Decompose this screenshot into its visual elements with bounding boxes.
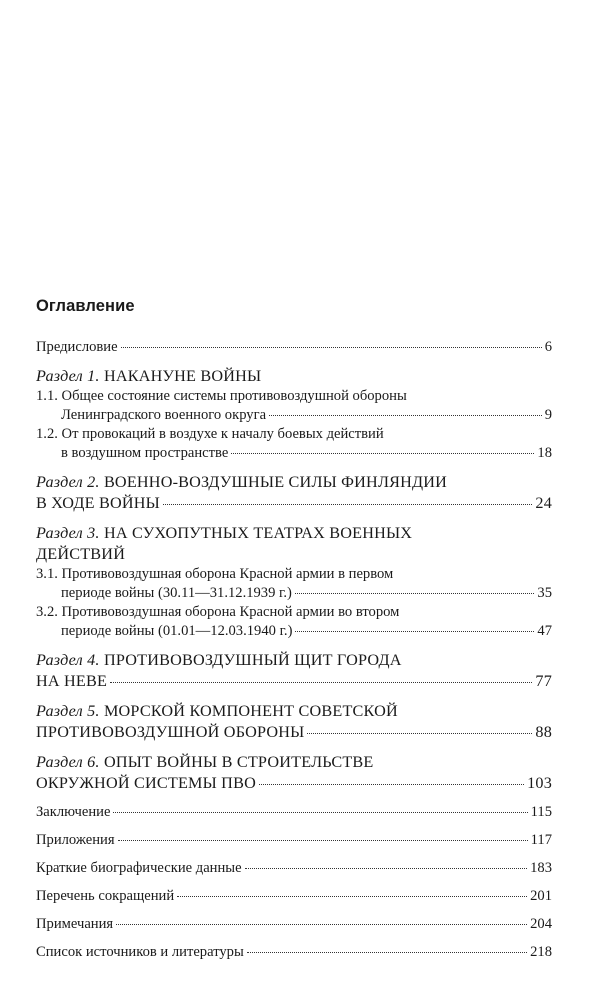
- dot-leader: [247, 952, 527, 953]
- toc-section-6-title[interactable]: [36, 752, 552, 773]
- toc-entry-notes[interactable]: [36, 915, 552, 934]
- toc-entry-biographies[interactable]: [36, 859, 552, 878]
- toc-entry-sources[interactable]: [36, 943, 552, 962]
- toc-section-5-title[interactable]: [36, 701, 552, 722]
- toc-section-4-title[interactable]: [36, 650, 552, 671]
- section-title: НАКАНУНЕ ВОЙНЫ: [103, 367, 262, 385]
- section-title: ДЕЙСТВИЙ: [36, 545, 126, 563]
- dot-leader: [121, 347, 542, 348]
- toc-entry-label: периоде войны (01.01—12.03.1940 г.): [61, 623, 293, 639]
- toc-entry-label: 1.2. От провокаций в воздухе к началу боевых действий: [36, 426, 384, 442]
- toc-section-3-title[interactable]: [36, 523, 552, 544]
- toc-entry-label: Краткие биографические данные: [36, 860, 242, 876]
- dot-leader: [295, 593, 535, 594]
- table-of-contents: [36, 338, 552, 962]
- toc-section-4-title-cont[interactable]: [36, 671, 552, 692]
- toc-heading: Оглавление: [36, 297, 135, 315]
- toc-entry-preface[interactable]: [36, 338, 552, 357]
- dot-leader: [110, 682, 532, 683]
- toc-entry-1-2-cont[interactable]: [36, 444, 552, 463]
- toc-entry-label: периоде войны (30.11—31.12.1939 г.): [61, 585, 292, 601]
- toc-section-6-title-cont[interactable]: [36, 773, 552, 794]
- toc-page-number: 204: [530, 916, 552, 932]
- toc-entry-label: Примечания: [36, 916, 114, 932]
- toc-page-number: 103: [527, 774, 552, 792]
- toc-page-number: 6: [544, 339, 552, 355]
- toc-page-number: 88: [535, 723, 552, 741]
- dot-leader: [295, 631, 534, 632]
- toc-section-2-title-cont[interactable]: [36, 493, 552, 514]
- dot-leader: [307, 733, 532, 734]
- section-title: ОПЫТ ВОЙНЫ В СТРОИТЕЛЬСТВЕ: [103, 753, 374, 771]
- toc-section-3-title-cont[interactable]: [36, 544, 552, 565]
- section-title: НА НЕВЕ: [36, 672, 108, 690]
- section-prefix: Раздел 6.: [36, 753, 100, 771]
- toc-entry-appendices[interactable]: [36, 831, 552, 850]
- dot-leader: [177, 896, 527, 897]
- toc-page-number: 18: [537, 445, 552, 461]
- section-title: В ХОДЕ ВОЙНЫ: [36, 494, 160, 512]
- toc-page-number: 47: [537, 623, 552, 639]
- toc-entry-3-1-cont[interactable]: [36, 584, 552, 603]
- toc-entry-label: Перечень сокращений: [36, 888, 175, 904]
- toc-entry-label: в воздушном пространстве: [61, 445, 229, 461]
- toc-entry-label: Ленинградского военного округа: [61, 407, 267, 423]
- toc-entry-3-2[interactable]: [36, 603, 552, 622]
- section-title: ОКРУЖНОЙ СИСТЕМЫ ПВО: [36, 774, 256, 792]
- toc-entry-3-1[interactable]: [36, 565, 552, 584]
- toc-entry-abbreviations[interactable]: [36, 887, 552, 906]
- toc-section-5-title-cont[interactable]: [36, 722, 552, 743]
- toc-section-1-title[interactable]: [36, 366, 552, 387]
- section-title: МОРСКОЙ КОМПОНЕНТ СОВЕТСКОЙ: [103, 702, 398, 720]
- dot-leader: [269, 415, 542, 416]
- toc-page-number: 115: [530, 804, 552, 820]
- toc-page-number: 9: [544, 407, 552, 423]
- section-prefix: Раздел 2.: [36, 473, 100, 491]
- dot-leader: [259, 784, 524, 785]
- dot-leader: [231, 453, 534, 454]
- toc-page-number: 117: [530, 832, 552, 848]
- section-prefix: Раздел 5.: [36, 702, 100, 720]
- toc-entry-1-2[interactable]: [36, 425, 552, 444]
- toc-entry-label: Предисловие: [36, 339, 118, 355]
- section-title: ВОЕННО-ВОЗДУШНЫЕ СИЛЫ ФИНЛЯНДИИ: [103, 473, 448, 491]
- section-title: ПРОТИВОВОЗДУШНЫЙ ЩИТ ГОРОДА: [103, 651, 402, 669]
- toc-page-number: 183: [530, 860, 552, 876]
- toc-entry-3-2-cont[interactable]: [36, 622, 552, 641]
- toc-entry-label: 1.1. Общее состояние системы противовоздушной обороны: [36, 388, 407, 404]
- toc-entry-1-1[interactable]: [36, 387, 552, 406]
- toc-entry-label: Список источников и литературы: [36, 944, 244, 960]
- toc-page-number: 201: [530, 888, 552, 904]
- toc-entry-label: Заключение: [36, 804, 111, 820]
- section-title: НА СУХОПУТНЫХ ТЕАТРАХ ВОЕННЫХ: [103, 524, 413, 542]
- toc-page-number: 218: [530, 944, 552, 960]
- toc-entry-label: Приложения: [36, 832, 115, 848]
- dot-leader: [163, 504, 532, 505]
- toc-section-2-title[interactable]: [36, 472, 552, 493]
- toc-entry-label: 3.1. Противовоздушная оборона Красной армии в первом: [36, 566, 394, 582]
- toc-page-number: 77: [535, 672, 552, 690]
- toc-entry-label: 3.2. Противовоздушная оборона Красной армии во втором: [36, 604, 400, 620]
- toc-page-number: 35: [537, 585, 552, 601]
- toc-page-number: 24: [535, 494, 552, 512]
- dot-leader: [116, 924, 527, 925]
- section-prefix: Раздел 3.: [36, 524, 100, 542]
- section-prefix: Раздел 1.: [36, 367, 100, 385]
- section-prefix: Раздел 4.: [36, 651, 100, 669]
- dot-leader: [118, 840, 528, 841]
- section-title: ПРОТИВОВОЗДУШНОЙ ОБОРОНЫ: [36, 723, 305, 741]
- toc-entry-1-1-cont[interactable]: [36, 406, 552, 425]
- dot-leader: [113, 812, 527, 813]
- dot-leader: [245, 868, 528, 869]
- toc-entry-conclusion[interactable]: [36, 803, 552, 822]
